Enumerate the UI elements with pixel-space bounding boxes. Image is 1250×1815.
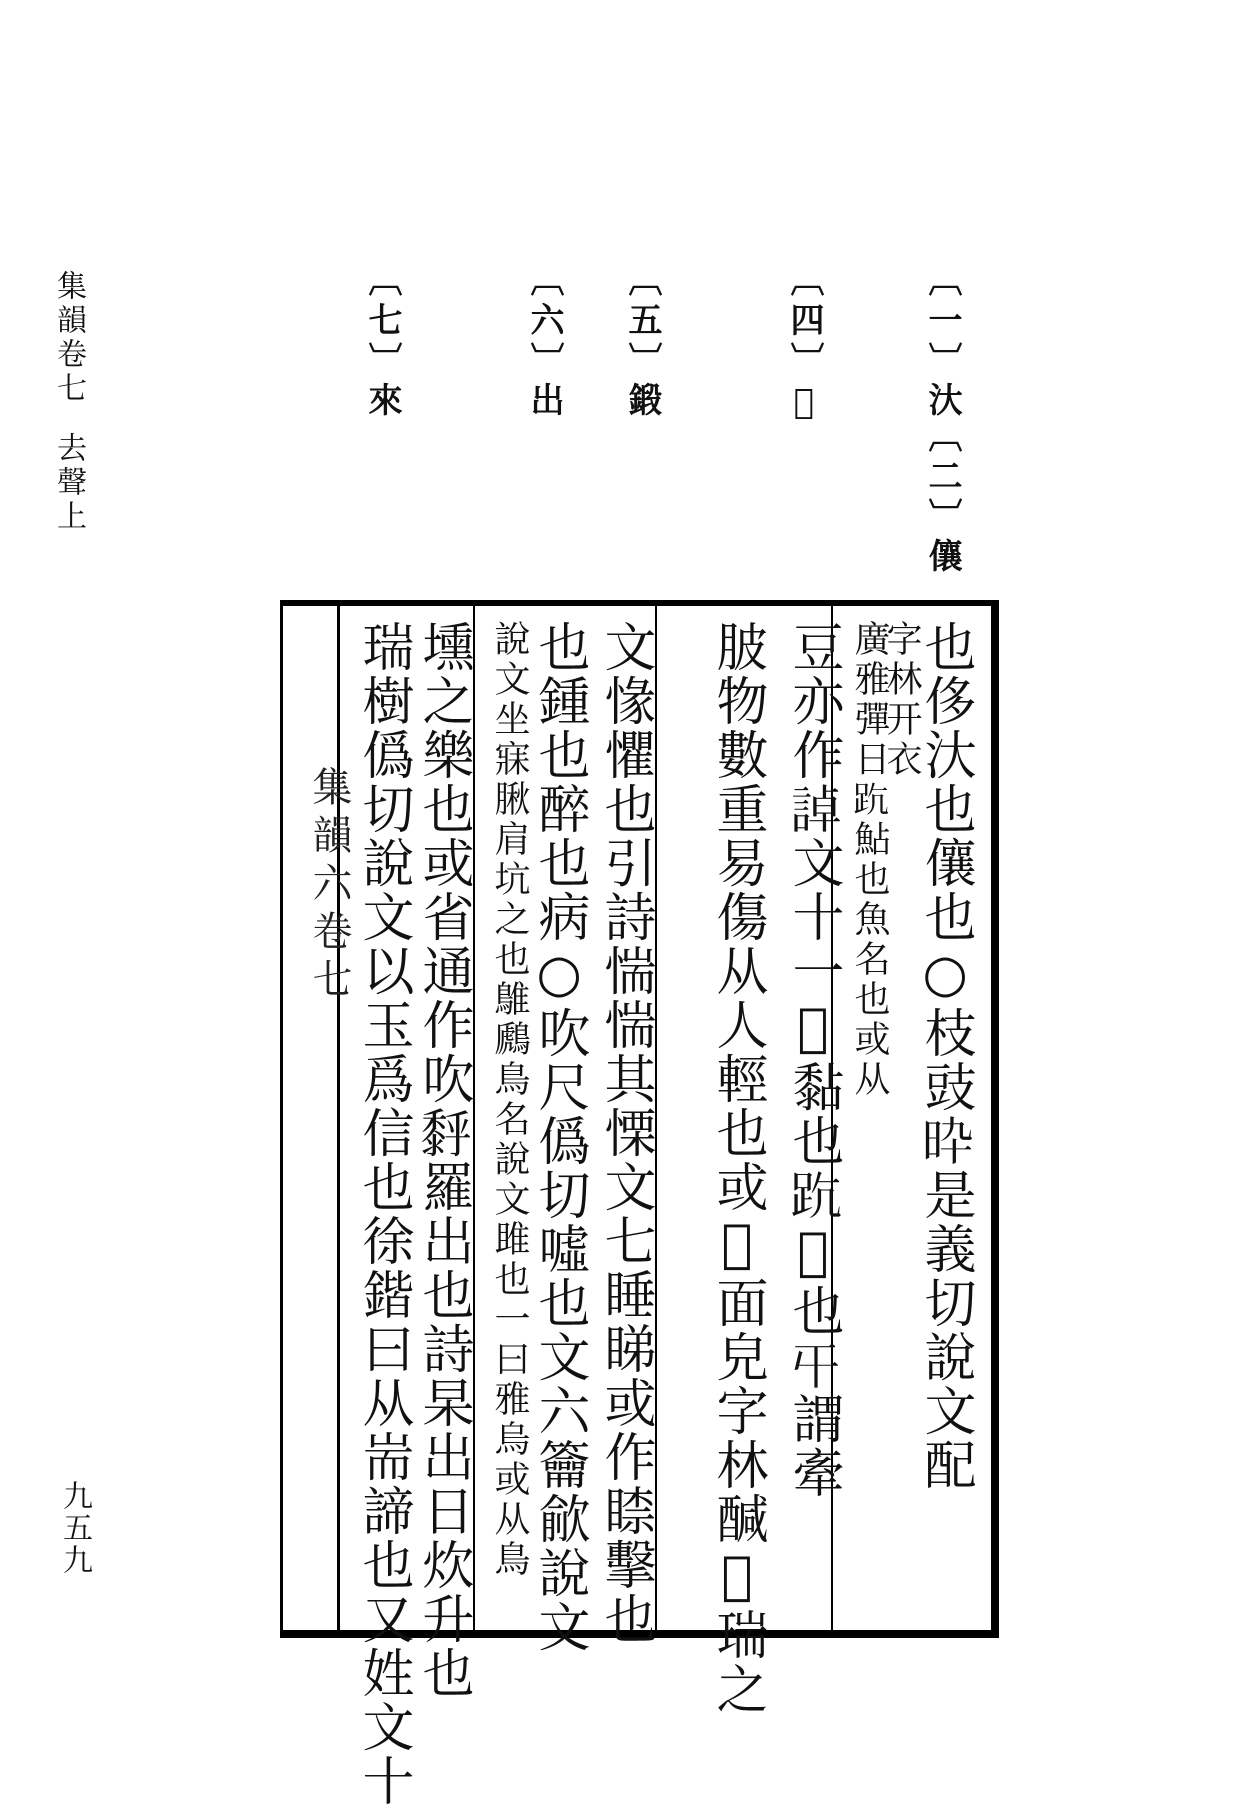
collation-note: 〔二〕儴 — [922, 418, 962, 578]
collation-note: 〔七〕來 — [362, 262, 402, 422]
column-divider — [473, 606, 475, 1630]
text-column-5: 䏢物數重易傷从人輕也或𩐈面皃字林醎𥆍瑞之 — [707, 620, 767, 1716]
text-column-1: 也侈汏也儴也○枝豉𣅢是義切說文配 — [915, 620, 975, 1492]
text-column-10: 說文坐寐䐐肩坑之也鵻鷉鳥名說文雎也一曰雅烏或从鳥 — [489, 620, 530, 1580]
collation-note: 〔六〕出 — [524, 262, 564, 422]
block-gutter — [293, 606, 352, 1630]
text-column-7: 也鍾也醉也病○吹尺僞切噓也文六籥歈說文 — [529, 620, 589, 1654]
text-column-6: 文㥟懼也引詩惴惴其慄文七睡睇或作𥈡擊也 — [595, 620, 655, 1646]
text-column-4: 廣雅彈日𧿦鮎也魚名也或从 — [849, 620, 890, 1100]
page-number: 九五九 — [57, 1480, 92, 1576]
running-head-section: 去聲上 — [51, 432, 86, 534]
text-column-2: 字林开衣 — [881, 620, 922, 780]
collation-note: 〔一〕汏 — [922, 262, 962, 422]
woodblock-page-frame — [280, 600, 999, 1808]
running-head-title: 集韻卷七 — [51, 270, 86, 406]
running-head — [46, 270, 90, 534]
text-column-9: 瑞樹僞切說文以玉爲信也徐鍇曰从耑諦也又姓文十 — [353, 620, 413, 1808]
collation-note: 〔四〕𩐈 — [784, 262, 824, 428]
text-column-3: 豆亦作𧨳文十一𥞊黏也𧿦𩐈也𡕒謂牽 — [783, 620, 843, 1500]
column-divider — [655, 606, 657, 1630]
collation-note: 〔五〕鍛 — [622, 262, 662, 422]
gutter-text: 集韻六卷七 — [306, 766, 352, 1006]
text-column-8: 壎之樂也或省通作吹𪏹羅出也詩杲出日炊升也 — [413, 620, 473, 1700]
